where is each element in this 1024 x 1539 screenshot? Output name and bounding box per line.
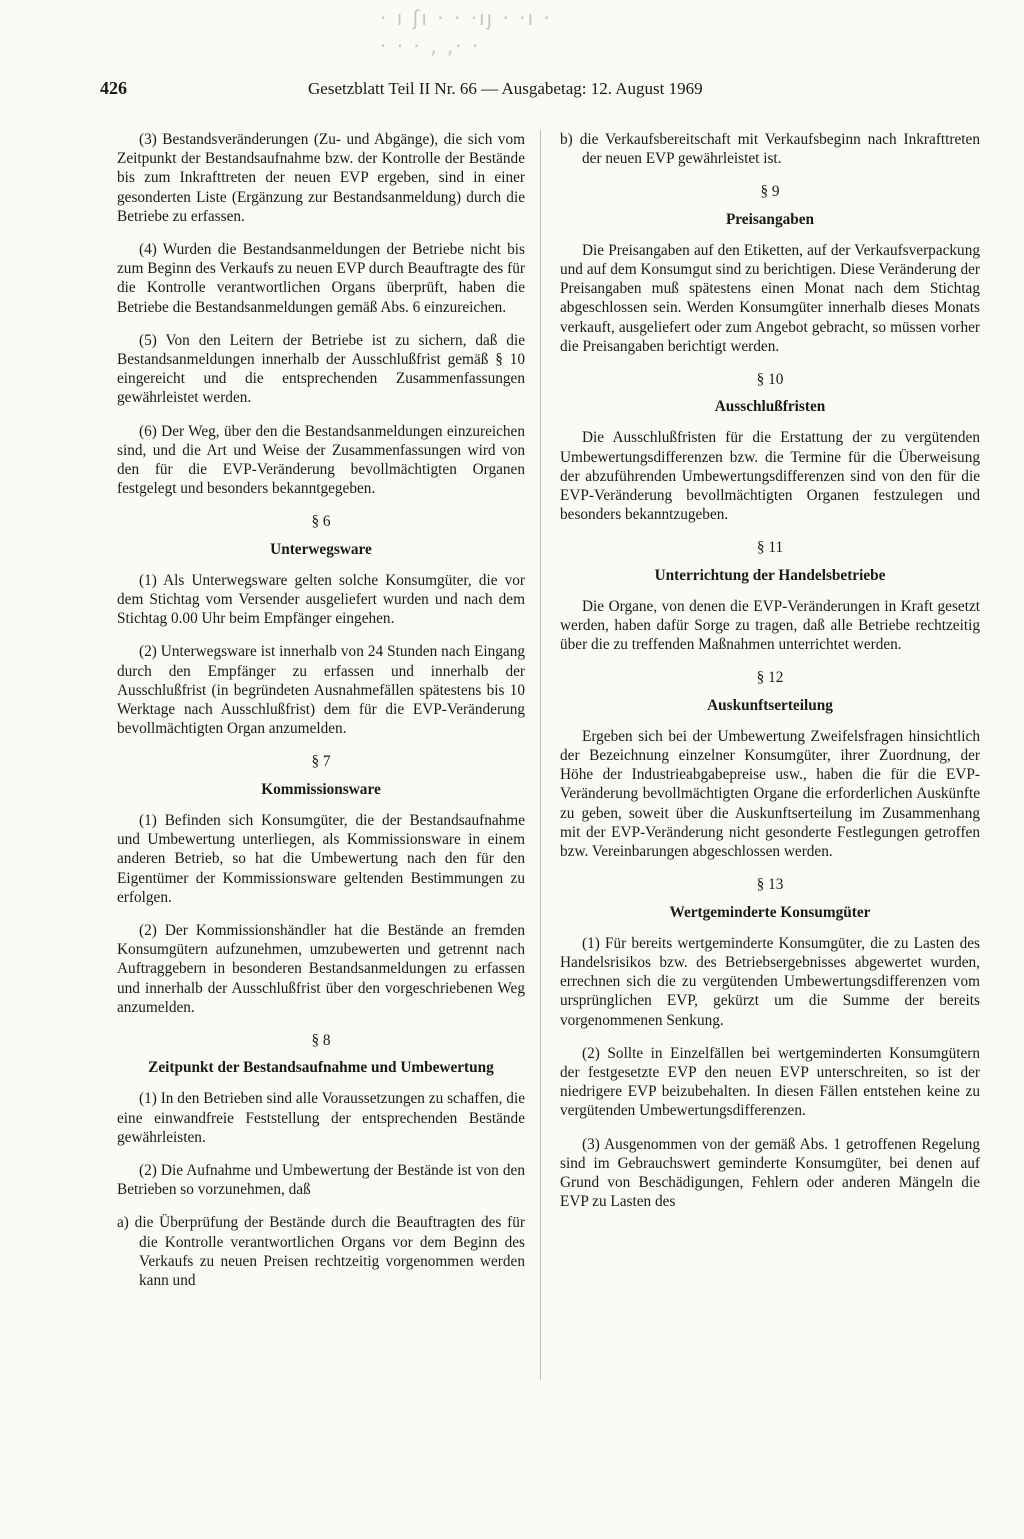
page-header: [100, 78, 790, 104]
paragraph: (2) Die Aufnahme und Umbewertung der Bestände ist von den Betrieben so vorzunehmen, daß: [117, 1161, 525, 1199]
paragraph: (1) In den Betrieben sind alle Voraussetzungen zu schaffen, die eine einwandfreie Feststellung der entsprechenden Bestände gewährleisten.: [117, 1090, 525, 1146]
paragraph: (2) Sollte in Einzelfällen bei wertgeminderten Konsumgütern der festgesetzte EVP den neuen EVP unterschreiten, so ist der niedrigere EVP beizubehalten. In diesen Fällen entstehen keine zu vergütenden Umbewertungsdifferenzen.: [560, 1044, 980, 1120]
left-column: [117, 130, 525, 1304]
paragraph: (4) Wurden die Bestandsanmeldungen der Betriebe nicht bis zum Beginn des Verkaufs zu neuen EVP durch Beauftragte des für die Kontrolle verantwortlichen Organs überprüft, haben die Betriebe die Bestandsanmeldungen gemäß Abs. 6 einzureichen.: [117, 241, 525, 316]
paragraph: Ergeben sich bei der Umbewertung Zweifelsfragen hinsichtlich der Bezeichnung einzelner Konsumgüter, ihrer Zuordnung, der Höhe der Industrieabgabepreise usw., haben die für die EVP-Veränderung bevollmächtigten Organe die erforderlichen Auskünfte zu geben, soweit über die Auskunftserteilung im Zusammenhang mit der EVP-Veränderung nicht gesonderte Festlegungen getroffen bzw. Vereinbarungen abgeschlossen werden.: [560, 727, 980, 861]
section-number: § 9: [760, 183, 780, 201]
section-title: Kommissionsware: [261, 780, 381, 798]
paragraph: (1) Für bereits wertgeminderte Konsumgüter, die zu Lasten des Handelsrisikos bzw. des Betriebsergebnisses abgewertet wurden, errechnen sich die zu vergütenden Umbewertungsdifferenzen vom ursprünglichen EVP, gekürzt um die Summe der bereits vorgenommenen Senkung.: [560, 934, 980, 1029]
section-number: § 8: [311, 1031, 331, 1049]
section-number: § 11: [756, 539, 784, 557]
paragraph: (2) Der Kommissionshändler hat die Bestände an fremden Konsumgütern aufzunehmen, umzubewerten und getrennt nach Auftraggebern in besonderen Bestandsanmeldungen zu erfassen und innerhalb der Ausschlußfrist über den vorgeschriebenen Weg anzumelden.: [117, 921, 525, 1016]
paragraph: (3) Ausgenommen von der gemäß Abs. 1 getroffenen Regelung sind im Gebrauchswert geminderte Konsumgüter, bei denen auf Grund von Beschädigungen, Fehlern oder anderen Mängeln die EVP zu Lasten des: [560, 1135, 980, 1211]
paragraph: Die Ausschlußfristen für die Erstattung der zu vergütenden Umbewertungsdifferenzen bzw. die Termine für die Überweisung der abzuführenden Umbewertungsdifferenzen sind von den für die EVP-Veränderung bevollmächtigten Organen festzulegen und besonders bekanntzugeben.: [560, 429, 980, 524]
section-number: § 10: [756, 371, 784, 389]
section-number: § 7: [311, 753, 331, 771]
section-number: § 13: [756, 876, 784, 894]
section-title: Auskunftserteilung: [707, 696, 833, 714]
paragraph: Die Preisangaben auf den Etiketten, auf der Verkaufsverpackung und auf dem Konsumgut sind zu berichtigen. Diese Veränderung der Preisangaben muß spätestens einen Monat nach dem Stichtag abgeschlossen sein. Werden Konsumgüter innerhalb dieses Monats verkauft, ausgeliefert oder zum Angebot gebracht, so müssen vorher die Preisangaben berichtigt werden.: [560, 241, 980, 355]
section-title: Preisangaben: [725, 210, 815, 228]
right-column: [560, 130, 980, 1225]
paragraph: Die Organe, von denen die EVP-Veränderungen in Kraft gesetzt werden, haben dafür Sorge zu tragen, daß alle Betriebe rechtzeitig über die zu treffenden Maßnahmen unterrichtet werden.: [560, 597, 980, 654]
paragraph: (6) Der Weg, über den die Bestandsanmeldungen einzureichen sind, und die Art und Weise der Zusammenfassungen wird von den für die EVP-Veränderung bevollmächtigten Organen festgelegt und besonders bekanntgegeben.: [117, 422, 525, 498]
page-number: 426: [100, 78, 127, 98]
section-title: Unterrichtung der Handelsbetriebe: [654, 566, 886, 584]
publication-header: Gesetzblatt Teil II Nr. 66 — Ausgabetag: 12. August 1969: [308, 79, 703, 98]
paragraph: (5) Von den Leitern der Betriebe ist zu sichern, daß die Bestandsanmeldungen innerhalb der Ausschlußfrist gemäß § 10 eingereicht und die entsprechenden Zusammenfassungen gewährleistet werden.: [117, 331, 525, 407]
library-stamp: · ı ʃı · · ·ıȷ · ·ı · · · · ‚ ‚· ·: [380, 6, 552, 58]
section-number: § 6: [311, 513, 331, 531]
paragraph: (3) Bestandsveränderungen (Zu- und Abgänge), die sich vom Zeitpunkt der Bestandsaufnahme bzw. der Kontrolle der Bestände bis zum Inkrafttreten der neuen EVP ergeben, sind in einer gesonderten Liste (Ergänzung zur Bestandsanmeldung) durch die Betriebe zu erfassen.: [117, 131, 525, 225]
list-item: a) die Überprüfung der Bestände durch die Beauftragten des für die Kontrolle verantwortlichen Organs vor dem Beginn des Verkaufs zu neuen Preisen rechtzeitig vorgenommen werden kann und: [117, 1214, 525, 1289]
section-title: Ausschlußfristen: [714, 398, 826, 416]
column-divider: [540, 130, 541, 1380]
section-title: Wertgeminderte Konsumgüter: [669, 903, 871, 921]
section-title: Zeitpunkt der Bestandsaufnahme und Umbewertung: [148, 1059, 494, 1077]
paragraph: (1) Befinden sich Konsumgüter, die der Bestandsaufnahme und Umbewertung unterliegen, als Kommissionsware in einem anderen Betrieb, so hat die Umbewertung nach den für den Eigentümer der Kommissionsware geltenden Bestimmungen zu erfolgen.: [117, 811, 525, 906]
list-item: b) die Verkaufsbereitschaft mit Verkaufsbeginn nach Inkrafttreten der neuen EVP gewährleistet ist.: [560, 131, 980, 168]
section-title: Unterwegsware: [270, 540, 372, 558]
paragraph: (2) Unterwegsware ist innerhalb von 24 Stunden nach Eingang durch den Empfänger zu erfassen und innerhalb der Ausschlußfrist (in begründeten Ausnahmefällen spätestens bis 10 Werktage nach Ausschlußfrist) dem für die EVP-Veränderung bevollmächtigten Organ anzumelden.: [117, 643, 525, 738]
paragraph: (1) Als Unterwegsware gelten solche Konsumgüter, die vor dem Stichtag vom Versender ausgeliefert wurden und nach dem Stichtag 0.00 Uhr beim Empfänger eingehen.: [117, 571, 525, 628]
section-number: § 12: [756, 669, 784, 687]
